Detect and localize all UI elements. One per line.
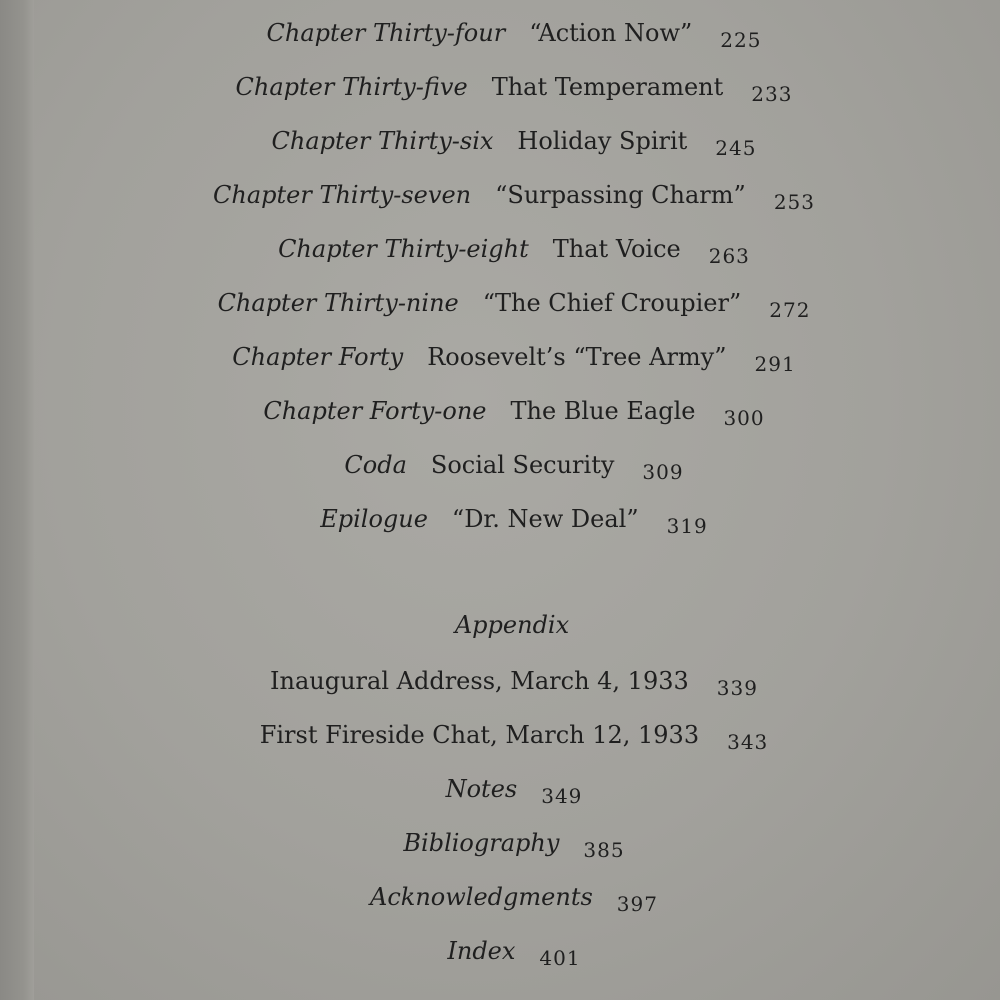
toc-entry-page-number: 263 <box>708 244 750 268</box>
toc-entry-chapter-40 <box>14 342 1000 376</box>
toc-entry-first-fireside-chat <box>14 720 1000 754</box>
toc-entry-page-number: 319 <box>666 514 708 538</box>
toc-entry-title: That Voice <box>552 235 681 263</box>
toc-entry-page-number: 343 <box>727 730 769 754</box>
toc-entry-epilogue <box>14 504 1000 538</box>
toc-entry-label: Index <box>447 937 516 965</box>
toc-entry-page-number: 339 <box>716 676 758 700</box>
toc-entry-page-number: 300 <box>723 406 765 430</box>
toc-entry-label: Acknowledgments <box>370 883 593 911</box>
toc-entry-title: Roosevelt’s “Tree Army” <box>427 343 727 371</box>
toc-entry-label: Chapter Thirty-seven <box>213 181 472 209</box>
toc-entry-chapter-41 <box>14 396 1000 430</box>
toc-entry-title: That Temperament <box>491 73 724 101</box>
toc-entry-page-number: 385 <box>583 838 625 862</box>
toc-entry-chapter-35 <box>14 72 1000 106</box>
toc-entry-acknowledgments <box>14 882 1000 916</box>
toc-entry-title: “The Chief Croupier” <box>482 289 742 317</box>
toc-entry-page-number: 233 <box>751 82 793 106</box>
toc-entry-page-number: 349 <box>541 784 583 808</box>
toc-entry-title: “Surpassing Charm” <box>495 181 746 209</box>
toc-entry-title: First Fireside Chat, March 12, 1933 <box>259 721 700 749</box>
toc-entry-notes <box>14 774 1000 808</box>
toc-entry-label: Bibliography <box>403 829 560 857</box>
toc-entry-label: Chapter Thirty-five <box>235 73 468 101</box>
toc-entry-label: Coda <box>344 451 407 479</box>
toc-entry-page-number: 272 <box>769 298 811 322</box>
toc-entry-label: Chapter Thirty-nine <box>217 289 459 317</box>
toc-entry-chapter-38 <box>14 234 1000 268</box>
toc-entry-title: Social Security <box>430 451 615 479</box>
toc-entry-label: Epilogue <box>320 505 428 533</box>
toc-entry-title: Holiday Spirit <box>517 127 688 155</box>
toc-entry-page-number: 245 <box>715 136 757 160</box>
toc-entry-page-number: 291 <box>754 352 796 376</box>
toc-entry-chapter-34 <box>14 18 1000 52</box>
toc-entry-bibliography <box>14 828 1000 862</box>
toc-entry-title: The Blue Eagle <box>510 397 696 425</box>
toc-entry-title: “Dr. New Deal” <box>451 505 639 533</box>
toc-entry-chapter-36 <box>14 126 1000 160</box>
toc-entry-label: Notes <box>445 775 518 803</box>
toc-entry-inaugural-address <box>14 666 1000 700</box>
toc-entry-index <box>14 936 1000 970</box>
toc-entry-page-number: 397 <box>616 892 658 916</box>
toc-entry-page-number: 401 <box>539 946 581 970</box>
toc-entry-label: Chapter Forty-one <box>263 397 487 425</box>
toc-entry-label: Chapter Forty <box>232 343 404 371</box>
toc-entry-page-number: 253 <box>773 190 815 214</box>
toc-entry-chapter-39 <box>14 288 1000 322</box>
toc-entry-title: Inaugural Address, March 4, 1933 <box>270 667 689 695</box>
appendix-heading: Appendix <box>454 611 570 639</box>
toc-entry-label: Chapter Thirty-six <box>271 127 494 155</box>
toc-entry-page-number: 309 <box>642 460 684 484</box>
toc-entry-page-number: 225 <box>720 28 762 52</box>
toc-entry-label: Chapter Thirty-four <box>266 19 506 47</box>
toc-entry-chapter-37 <box>14 180 1000 214</box>
toc-entry-title: “Action Now” <box>529 19 693 47</box>
toc-entry-label: Chapter Thirty-eight <box>278 235 529 263</box>
toc-entry-coda <box>14 450 1000 484</box>
